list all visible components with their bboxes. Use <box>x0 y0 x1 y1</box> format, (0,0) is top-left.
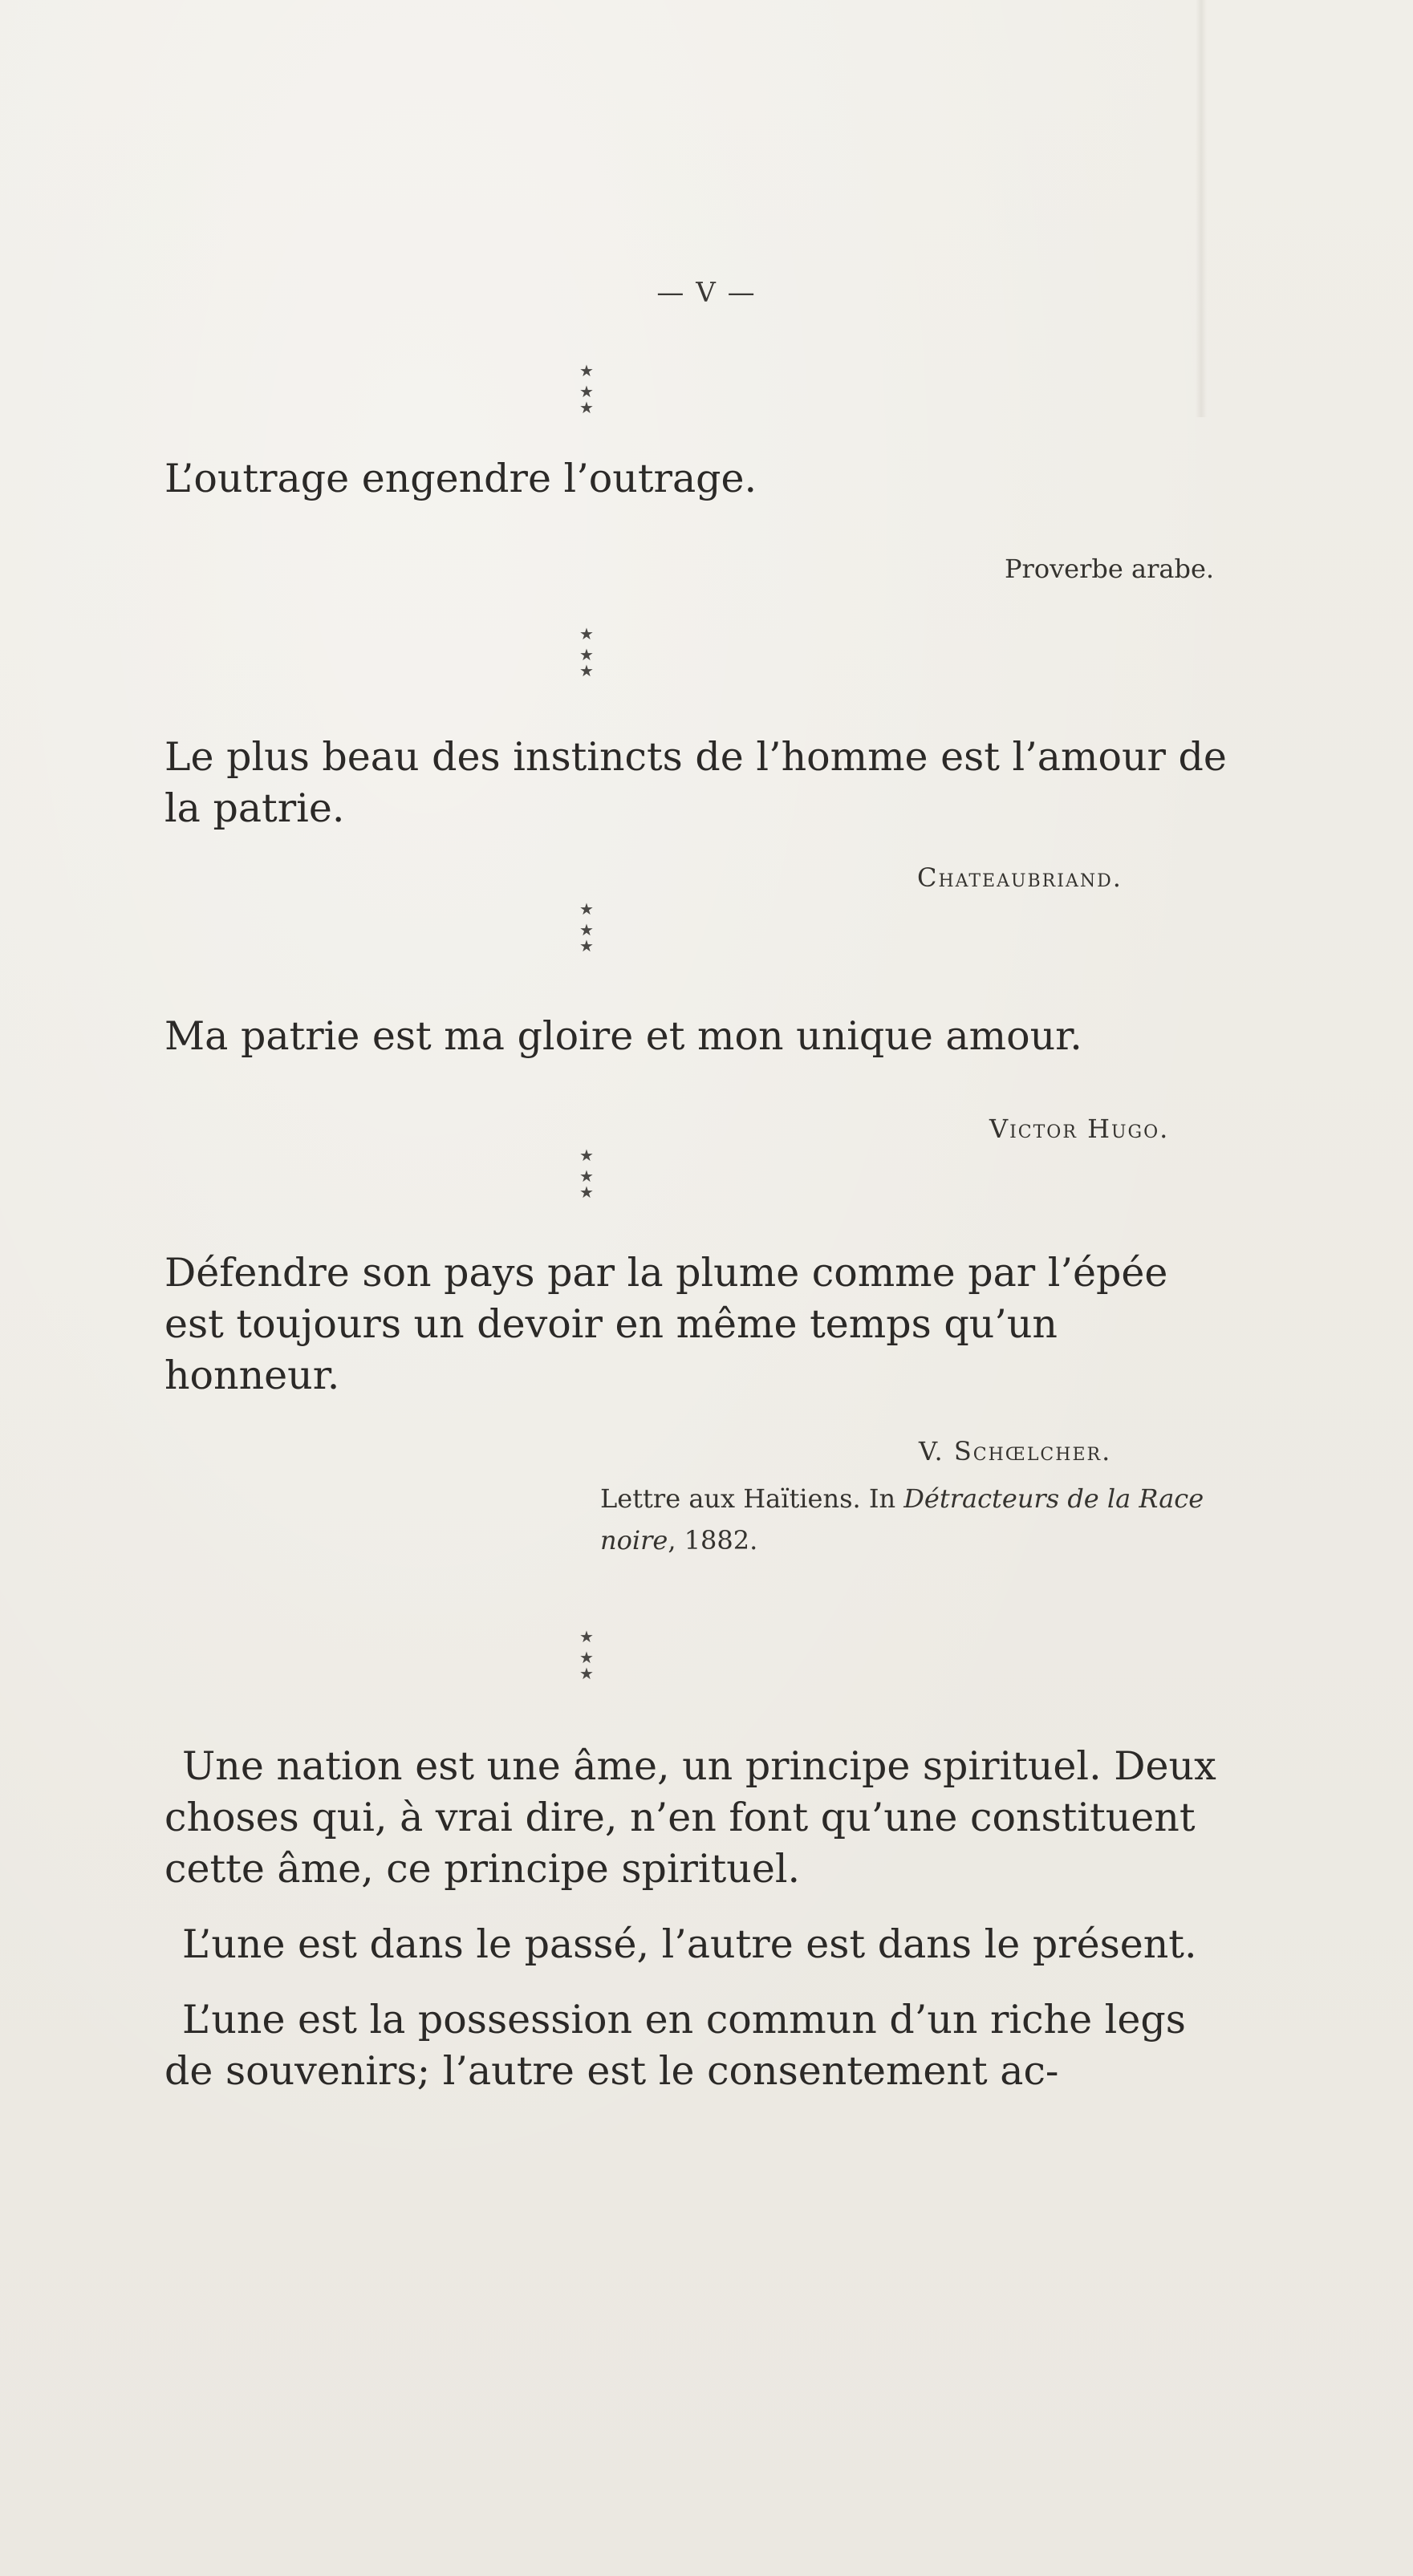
ornament-star-top: ★ <box>579 899 594 919</box>
quote-2-text: Le plus beau des instincts de l’homme est l’amour de la patrie. <box>164 734 1227 831</box>
ornament-star-bottom: ★ ★ <box>579 645 605 680</box>
quote-4-author: V. Schœlcher. <box>919 1436 1112 1466</box>
quote-4-source <box>600 1478 1226 1561</box>
page-fold-shadow <box>1196 0 1207 417</box>
ornament-stars-4 <box>550 1147 623 1200</box>
source-year: , 1882. <box>668 1525 758 1556</box>
quote-5 <box>164 1741 1224 2097</box>
source-title: Détracteurs de la Race noire <box>600 1483 1204 1556</box>
quote-1 <box>164 453 1232 505</box>
quote-2 <box>164 732 1232 834</box>
quote-3-text: Ma patrie est ma gloire et mon unique amour. <box>164 1013 1082 1059</box>
quote-5-paragraph-1: Une nation est une âme, un principe spirituel. Deux choses qui, à vrai dire, n’en font qu’une constituent cette âme, ce principe spirituel. <box>164 1743 1216 1892</box>
ornament-stars-1 <box>550 363 623 416</box>
quote-5-paragraph-3: L’une est la possession en commun d’un riche legs de souvenirs; l’autre est le consentement ac- <box>164 1997 1186 2094</box>
ornament-stars-2 <box>550 626 623 679</box>
ornament-stars-3 <box>550 901 623 954</box>
ornament-star-top: ★ <box>579 1627 594 1646</box>
ornament-star-bottom: ★ ★ <box>579 1648 605 1683</box>
quote-4 <box>164 1247 1208 1402</box>
quote-4-text: Défendre son pays par la plume comme par l’épée est toujours un devoir en même temps qu’un honneur. <box>164 1250 1168 1398</box>
quote-2-author: Chateaubriand. <box>917 862 1123 893</box>
source-prefix: Lettre aux Haïtiens. In <box>600 1483 896 1514</box>
quote-1-author: Proverbe arabe. <box>1005 554 1215 584</box>
quote-1-text: L’outrage engendre l’outrage. <box>164 456 757 501</box>
ornament-star-bottom: ★ ★ <box>579 382 605 417</box>
quote-3-author: Victor Hugo. <box>989 1114 1170 1144</box>
ornament-star-top: ★ <box>579 1146 594 1165</box>
ornament-star-top: ★ <box>579 361 594 380</box>
ornament-star-top: ★ <box>579 624 594 643</box>
ornament-stars-5 <box>550 1629 623 1681</box>
ornament-star-bottom: ★ ★ <box>579 920 605 955</box>
quote-5-paragraph-2: L’une est dans le passé, l’autre est dans le présent. <box>182 1921 1197 1967</box>
quote-3 <box>164 1011 1232 1062</box>
ornament-star-bottom: ★ ★ <box>579 1166 605 1202</box>
page-number: — V — <box>656 277 757 309</box>
